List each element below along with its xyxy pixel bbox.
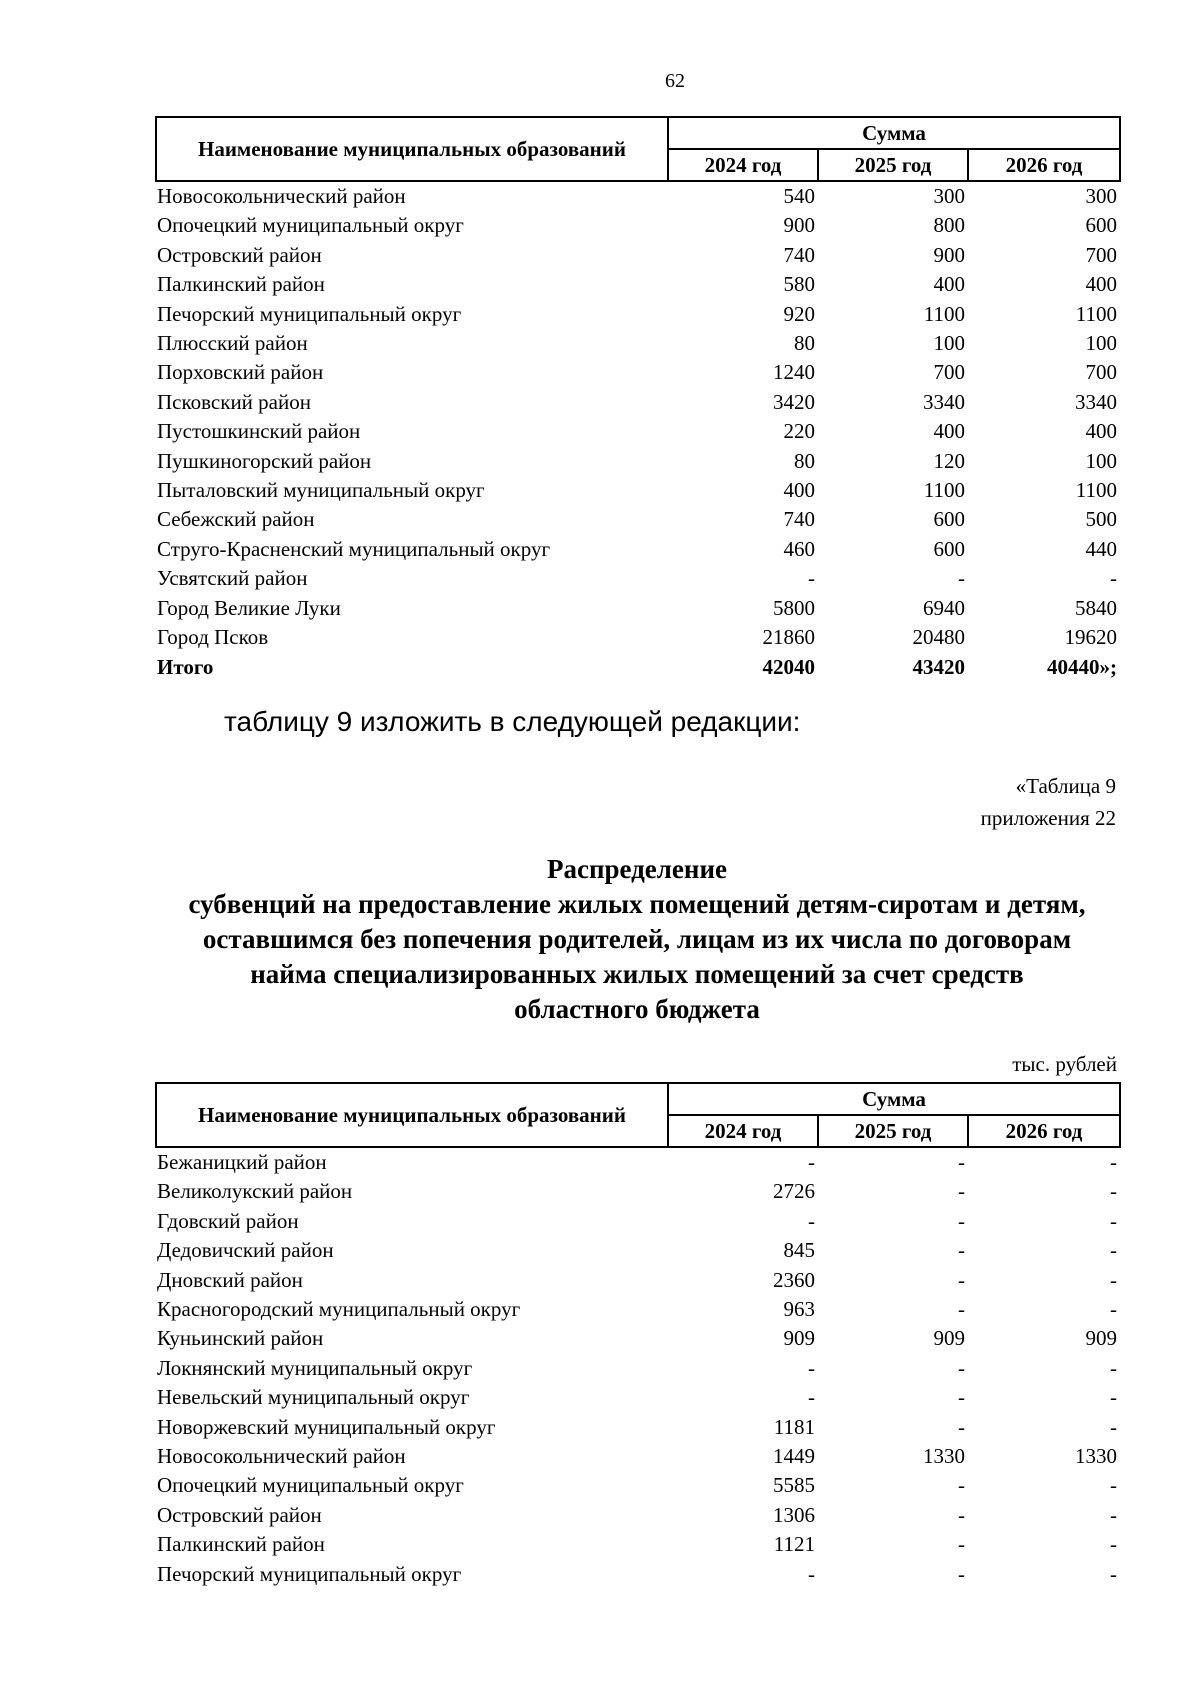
value-2026: - <box>1110 1532 1117 1557</box>
value-2026: 600 <box>1085 213 1117 238</box>
value-2025: - <box>958 1297 965 1322</box>
table-row <box>155 447 1119 476</box>
title-line-1: Распределение <box>546 854 728 884</box>
value-2024: - <box>808 1561 815 1586</box>
value-2025: 400 <box>933 419 965 444</box>
value-2026: - <box>1110 1385 1117 1410</box>
value-2024: 460 <box>783 536 815 561</box>
column-header-2025: 2025 год <box>818 1115 968 1147</box>
row-name: Дновский район <box>157 1267 303 1292</box>
value-2025: 20480 <box>912 625 965 650</box>
value-2025: 1330 <box>923 1444 965 1469</box>
table-row <box>155 564 1119 593</box>
value-2024: 580 <box>783 272 815 297</box>
row-name: Итого <box>157 654 214 679</box>
table-row <box>155 535 1119 564</box>
value-2025: 900 <box>933 242 965 267</box>
row-name: Невельский муниципальный округ <box>157 1385 470 1410</box>
value-2026: - <box>1110 1414 1117 1439</box>
value-2024: 400 <box>783 478 815 503</box>
value-2024: 963 <box>783 1297 815 1322</box>
column-header-name: Наименование муниципальных образований <box>156 117 668 181</box>
value-2025: - <box>958 1238 965 1263</box>
value-2024: 740 <box>783 242 815 267</box>
row-name: Новоржевский муниципальный округ <box>157 1414 496 1439</box>
value-2025: - <box>958 1150 965 1174</box>
instruction-text: таблицу 9 изложить в следующей редакции: <box>224 706 801 737</box>
row-name: Великолукский район <box>157 1179 353 1204</box>
column-header-2024: 2024 год <box>668 149 818 181</box>
value-2026: - <box>1110 1473 1117 1498</box>
row-name: Палкинский район <box>157 1532 325 1557</box>
value-2026: 400 <box>1085 272 1117 297</box>
row-name: Город Великие Луки <box>157 595 341 620</box>
row-name: Гдовский район <box>157 1208 299 1233</box>
value-2024: 3420 <box>773 389 815 414</box>
column-header-2026: 2026 год <box>968 149 1120 181</box>
value-2025: - <box>958 1532 965 1557</box>
table-row <box>155 1560 1119 1589</box>
value-2024: 1121 <box>773 1532 815 1557</box>
value-2024: 1240 <box>773 360 815 385</box>
value-2024: - <box>808 1208 815 1233</box>
value-2025: 1100 <box>923 301 965 326</box>
table-row <box>155 211 1119 240</box>
value-2024: 42040 <box>762 654 815 679</box>
table-row <box>155 182 1119 211</box>
value-2026: 1100 <box>1075 478 1117 503</box>
value-2026: - <box>1110 1208 1117 1233</box>
value-2024: 900 <box>783 213 815 238</box>
table-2-body <box>155 1148 1119 1589</box>
row-name: Себежский район <box>157 507 315 532</box>
value-2024: 740 <box>783 507 815 532</box>
table-row <box>155 505 1119 534</box>
row-name: Струго-Красненский муниципальный округ <box>157 536 551 561</box>
value-2026: - <box>1110 1238 1117 1263</box>
row-name: Опочецкий муниципальный округ <box>157 213 464 238</box>
value-2026: 440 <box>1085 536 1117 561</box>
row-name: Локнянский муниципальный округ <box>157 1355 473 1380</box>
table-1-body <box>155 182 1119 682</box>
value-2025: 43420 <box>912 654 965 679</box>
table-row <box>155 417 1119 446</box>
value-2024: 2726 <box>773 1179 815 1204</box>
value-2024: 80 <box>794 448 815 473</box>
value-2026: 100 <box>1085 448 1117 473</box>
value-2025: 600 <box>933 536 965 561</box>
table-row <box>155 1266 1119 1295</box>
title-line-2: субвенций на предоставление жилых помещений детям-сиротам и детям, <box>188 889 1086 919</box>
value-2024: 920 <box>783 301 815 326</box>
table-1-header <box>155 116 1121 182</box>
row-name: Город Псков <box>157 625 269 650</box>
value-2025: 120 <box>933 448 965 473</box>
value-2025: - <box>958 566 965 591</box>
row-name: Печорский муниципальный округ <box>157 301 462 326</box>
value-2026: - <box>1110 566 1117 591</box>
table-row <box>155 594 1119 623</box>
table-reference <box>981 770 1116 834</box>
row-name: Пыталовский муниципальный округ <box>157 478 485 503</box>
value-2025: 600 <box>933 507 965 532</box>
value-2026: - <box>1110 1150 1117 1174</box>
value-2026: 700 <box>1085 360 1117 385</box>
value-2025: 400 <box>933 272 965 297</box>
table-row <box>155 1236 1119 1265</box>
value-2024: 220 <box>783 419 815 444</box>
value-2026: - <box>1110 1502 1117 1527</box>
column-header-sum: Сумма <box>668 117 1120 149</box>
row-name: Опочецкий муниципальный округ <box>157 1473 464 1498</box>
value-2025: 700 <box>933 360 965 385</box>
table-row <box>155 241 1119 270</box>
value-2024: - <box>808 566 815 591</box>
table-1 <box>155 116 1119 682</box>
table-row <box>155 1295 1119 1324</box>
value-2024: 909 <box>783 1326 815 1351</box>
value-2024: - <box>808 1150 815 1174</box>
value-2025: 800 <box>933 213 965 238</box>
row-name: Палкинский район <box>157 272 325 297</box>
value-2025: - <box>958 1267 965 1292</box>
table-reference-line-1: «Таблица 9 <box>1015 774 1116 798</box>
value-2026: - <box>1110 1267 1117 1292</box>
column-header-sum: Сумма <box>668 1083 1120 1115</box>
value-2025: - <box>958 1502 965 1527</box>
table-row <box>155 1383 1119 1412</box>
units-label: тыс. рублей <box>1012 1052 1117 1076</box>
row-name: Островский район <box>157 242 322 267</box>
value-2024: 1306 <box>773 1502 815 1527</box>
value-2026: 909 <box>1085 1326 1117 1351</box>
table-row <box>155 1471 1119 1500</box>
value-2026: 1330 <box>1075 1444 1117 1469</box>
value-2025: 1100 <box>923 478 965 503</box>
column-header-2026: 2026 год <box>968 1115 1120 1147</box>
value-2025: - <box>958 1414 965 1439</box>
table-reference-line-2: приложения 22 <box>980 806 1116 830</box>
value-2026: 400 <box>1085 419 1117 444</box>
column-header-2025: 2025 год <box>818 149 968 181</box>
value-2025: - <box>958 1179 965 1204</box>
value-2026: - <box>1110 1297 1117 1322</box>
value-2026: - <box>1110 1355 1117 1380</box>
value-2026: 19620 <box>1064 625 1117 650</box>
value-2026: 3340 <box>1075 389 1117 414</box>
table-row <box>155 358 1119 387</box>
table-row <box>155 388 1119 417</box>
row-name: Бежаницкий район <box>157 1150 327 1174</box>
value-2024: 845 <box>783 1238 815 1263</box>
row-name: Красногородский муниципальный округ <box>157 1297 521 1322</box>
value-2025: 909 <box>933 1326 965 1351</box>
table-row <box>155 300 1119 329</box>
table-row <box>155 329 1119 358</box>
table-row <box>155 1177 1119 1206</box>
value-2024: 2360 <box>773 1267 815 1292</box>
value-2024: 80 <box>794 331 815 356</box>
table-row <box>155 1442 1119 1471</box>
value-2025: - <box>958 1208 965 1233</box>
table-row <box>155 1501 1119 1530</box>
value-2026: 700 <box>1085 242 1117 267</box>
title-line-4: найма специализированных жилых помещений за счет средств <box>250 959 1024 989</box>
value-2025: 3340 <box>923 389 965 414</box>
table-row <box>155 1530 1119 1559</box>
row-name: Печорский муниципальный округ <box>157 1561 462 1586</box>
table-row <box>155 476 1119 505</box>
row-name: Пушкиногорский район <box>157 448 372 473</box>
table-row <box>155 1354 1119 1383</box>
table-title <box>155 852 1119 1027</box>
value-2026: - <box>1110 1561 1117 1586</box>
value-2024: 21860 <box>762 625 815 650</box>
value-2025: - <box>958 1385 965 1410</box>
table-row <box>155 1148 1119 1177</box>
value-2025: - <box>958 1561 965 1586</box>
value-2024: 1449 <box>773 1444 815 1469</box>
row-name: Плюсский район <box>157 331 308 356</box>
row-name: Островский район <box>157 1502 322 1527</box>
value-2024: 5800 <box>773 595 815 620</box>
column-header-name: Наименование муниципальных образований <box>156 1083 668 1147</box>
value-2025: - <box>958 1473 965 1498</box>
total-row <box>155 653 1119 682</box>
page-number: 62 <box>665 70 685 92</box>
row-name: Пустошкинский район <box>157 419 361 444</box>
title-line-5: областного бюджета <box>514 994 760 1024</box>
row-name: Новосокольнический район <box>157 1444 406 1469</box>
row-name: Усвятский район <box>157 566 308 591</box>
table-row <box>155 1207 1119 1236</box>
row-name: Дедовичский район <box>157 1238 334 1263</box>
value-2024: - <box>808 1385 815 1410</box>
value-2024: 1181 <box>773 1414 815 1439</box>
value-2025: - <box>958 1355 965 1380</box>
table-row <box>155 1324 1119 1353</box>
value-2025: 100 <box>933 331 965 356</box>
row-name: Псковский район <box>157 389 311 414</box>
title-line-3: оставшимся без попечения родителей, лицам из их числа по договорам <box>202 924 1072 954</box>
value-2025: 6940 <box>923 595 965 620</box>
value-2026: - <box>1110 1179 1117 1204</box>
table-row <box>155 623 1119 652</box>
row-name: Куньинский район <box>157 1326 324 1351</box>
table-row <box>155 1413 1119 1442</box>
value-2025: 300 <box>933 184 965 208</box>
value-2026: 300 <box>1085 184 1117 208</box>
column-header-2024: 2024 год <box>668 1115 818 1147</box>
row-name: Порховский район <box>157 360 324 385</box>
value-2026: 1100 <box>1075 301 1117 326</box>
value-2024: 5585 <box>773 1473 815 1498</box>
value-2024: 540 <box>783 184 815 208</box>
value-2024: - <box>808 1355 815 1380</box>
row-name: Новосокольнический район <box>157 184 406 208</box>
table-2-header <box>155 1082 1121 1148</box>
value-2026: 5840 <box>1075 595 1117 620</box>
value-2026: 40440»; <box>1047 654 1117 679</box>
table-2 <box>155 1082 1119 1589</box>
table-row <box>155 270 1119 299</box>
value-2026: 100 <box>1085 331 1117 356</box>
value-2026: 500 <box>1085 507 1117 532</box>
